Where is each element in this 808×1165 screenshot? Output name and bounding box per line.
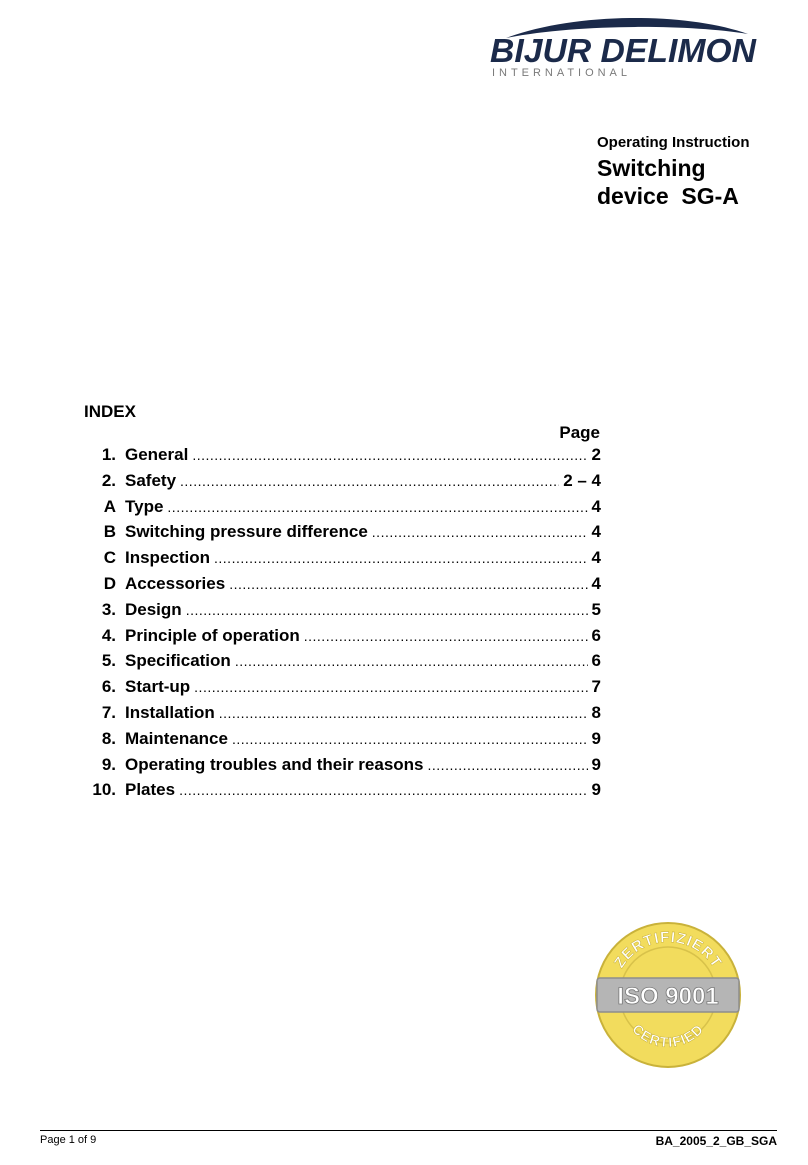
toc-title: Start-up xyxy=(125,677,191,697)
footer-page-info: Page 1 of 9 xyxy=(40,1134,97,1146)
toc-title: Maintenance xyxy=(125,728,228,748)
toc-number: 7. xyxy=(101,702,116,722)
toc-row[interactable] xyxy=(78,522,601,548)
toc-row[interactable] xyxy=(78,677,601,703)
toc-row[interactable] xyxy=(78,574,601,600)
toc-page: 9 xyxy=(591,780,601,800)
seal-bottom-text-path: CERTIFIED xyxy=(629,1020,707,1051)
toc-number: 2. xyxy=(101,470,116,490)
toc-leader-dots xyxy=(192,447,587,463)
toc-leader-dots xyxy=(179,782,587,798)
toc-row[interactable] xyxy=(78,755,601,781)
toc-number: 5. xyxy=(101,651,116,671)
toc-page: 6 xyxy=(591,651,601,671)
toc-row[interactable] xyxy=(78,729,601,755)
toc-row[interactable] xyxy=(78,548,601,574)
toc-page: 7 xyxy=(591,677,601,697)
logo-sub-text: INTERNATIONAL xyxy=(492,67,627,79)
footer-divider xyxy=(40,1130,777,1131)
toc-title: Specification xyxy=(125,651,231,671)
toc-leader-dots xyxy=(167,499,587,515)
toc-leader-dots xyxy=(232,731,588,747)
toc-leader-dots xyxy=(428,757,588,773)
toc-row[interactable] xyxy=(78,780,601,806)
toc-number: D xyxy=(103,573,116,593)
toc-number: 1. xyxy=(101,445,116,464)
brand-logo xyxy=(486,18,761,84)
logo-brand-text: BIJUR DELIMON xyxy=(490,32,758,69)
toc-page: 4 xyxy=(591,573,601,593)
document-title-line-1: Switching xyxy=(597,155,706,181)
document-title-block xyxy=(597,134,750,210)
toc-title: General xyxy=(125,445,189,464)
footer-document-code: BA_2005_2_GB_SGA xyxy=(655,1134,777,1148)
seal-center-text: ISO 9001 xyxy=(617,983,719,1010)
toc-page: 2 – 4 xyxy=(563,470,601,490)
toc-leader-dots xyxy=(194,679,587,695)
toc-page: 4 xyxy=(591,522,601,542)
toc-number: 6. xyxy=(101,677,116,697)
toc-number: C xyxy=(103,548,116,568)
toc-page: 5 xyxy=(591,599,601,619)
toc-leader-dots xyxy=(304,628,588,644)
bijur-delimon-logo-mark xyxy=(486,18,761,84)
toc-row[interactable] xyxy=(78,600,601,626)
toc-leader-dots xyxy=(229,576,587,592)
index-heading: INDEX xyxy=(84,402,136,421)
toc-page: 4 xyxy=(591,496,601,516)
toc-row[interactable] xyxy=(78,497,601,523)
toc-title: Plates xyxy=(125,780,176,800)
toc-page: 6 xyxy=(591,625,601,645)
toc-leader-dots xyxy=(186,602,588,618)
toc-number: 3. xyxy=(101,599,116,619)
toc-page: 4 xyxy=(591,548,601,568)
toc-title: Accessories xyxy=(125,573,226,593)
toc-page: 8 xyxy=(591,702,601,722)
toc-title: Design xyxy=(125,599,182,619)
document-subtitle: Operating Instruction xyxy=(597,134,750,151)
toc-title: Type xyxy=(125,496,164,516)
toc-title: Principle of operation xyxy=(125,625,300,645)
toc-row[interactable] xyxy=(78,651,601,677)
toc-title: Operating troubles and their reasons xyxy=(125,754,424,774)
index-page-column-heading: Page xyxy=(559,423,600,442)
toc-leader-dots xyxy=(214,550,588,566)
toc-title: Safety xyxy=(125,470,177,490)
toc-number: 10. xyxy=(92,780,116,800)
seal-top-text-path: ZERTIFIZIERT xyxy=(610,928,726,972)
table-of-contents xyxy=(78,445,601,806)
toc-number: B xyxy=(103,522,116,542)
toc-leader-dots xyxy=(235,653,588,669)
toc-title: Inspection xyxy=(125,548,211,568)
toc-page: 9 xyxy=(591,754,601,774)
document-title-line-2: device SG-A xyxy=(597,183,739,209)
toc-number: 8. xyxy=(101,728,116,748)
toc-page: 2 xyxy=(591,445,601,464)
toc-row[interactable] xyxy=(78,626,601,652)
toc-row[interactable] xyxy=(78,471,601,497)
seal-graphic xyxy=(593,920,743,1070)
toc-page: 9 xyxy=(591,728,601,748)
toc-number: 9. xyxy=(101,754,116,774)
toc-number: 4. xyxy=(101,625,116,645)
toc-leader-dots xyxy=(372,524,588,540)
toc-leader-dots xyxy=(219,705,588,721)
toc-row[interactable] xyxy=(78,445,601,471)
toc-number: A xyxy=(103,496,116,516)
iso-9001-certification-seal xyxy=(593,920,743,1070)
toc-title: Switching pressure difference xyxy=(125,522,368,542)
toc-leader-dots xyxy=(180,473,559,489)
toc-row[interactable] xyxy=(78,703,601,729)
toc-title: Installation xyxy=(125,702,215,722)
